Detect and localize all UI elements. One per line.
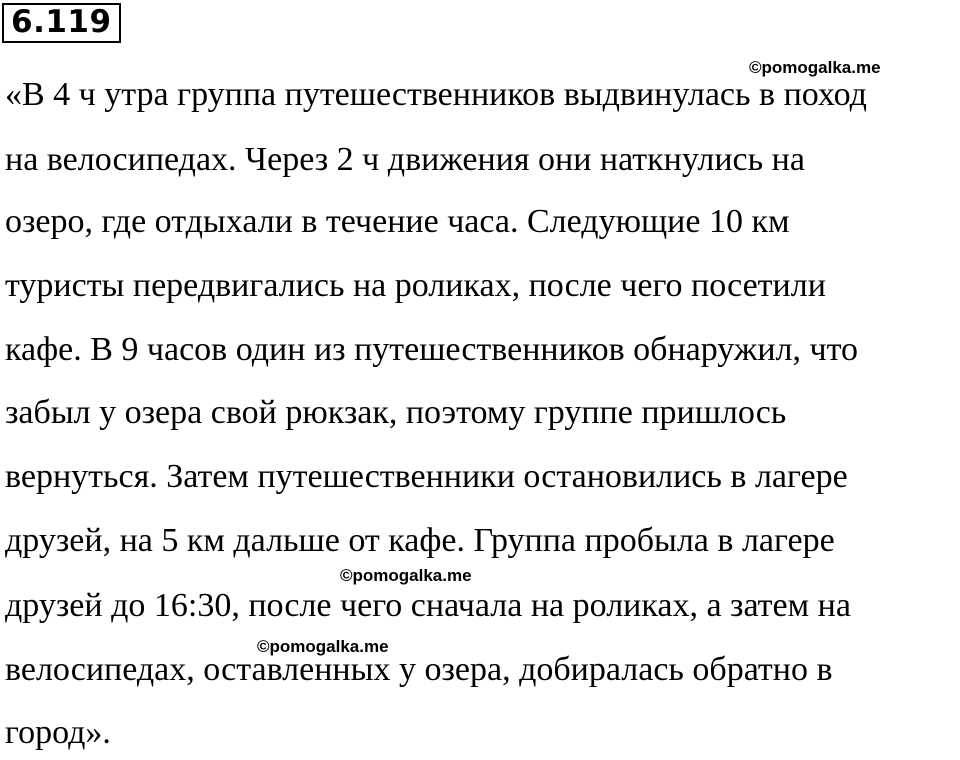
watermark: ©pomogalka.me xyxy=(257,637,389,656)
problem-text-line: забыл у озера свой рюкзак, поэтому группе пришлось xyxy=(5,394,787,431)
problem-text-line: туристы передвигались на роликах, после чего посетили xyxy=(5,267,826,304)
problem-text-line: город». xyxy=(5,714,111,751)
problem-text-line: на велосипедах. Через 2 ч движения они наткнулись на xyxy=(5,141,805,178)
problem-text-line: велосипедах, оставленных у озера, добиралась обратно в xyxy=(5,651,833,688)
problem-text-line: друзей, на 5 км дальше от кафе. Группа пробыла в лагере xyxy=(5,522,835,559)
problem-text-line: «В 4 ч утра группа путешественников выдвинулась в поход xyxy=(5,76,867,113)
problem-number: 6.119 xyxy=(2,3,121,43)
watermark: ©pomogalka.me xyxy=(340,566,472,585)
problem-text-line: кафе. В 9 часов один из путешественников обнаружил, что xyxy=(5,331,859,368)
problem-text-line: друзей до 16:30, после чего сначала на роликах, а затем на xyxy=(5,587,851,624)
watermark: ©pomogalka.me xyxy=(749,58,881,77)
problem-text-line: озеро, где отдыхали в течение часа. Следующие 10 км xyxy=(5,203,790,240)
problem-text-line: вернуться. Затем путешественники остановились в лагере xyxy=(5,458,848,495)
